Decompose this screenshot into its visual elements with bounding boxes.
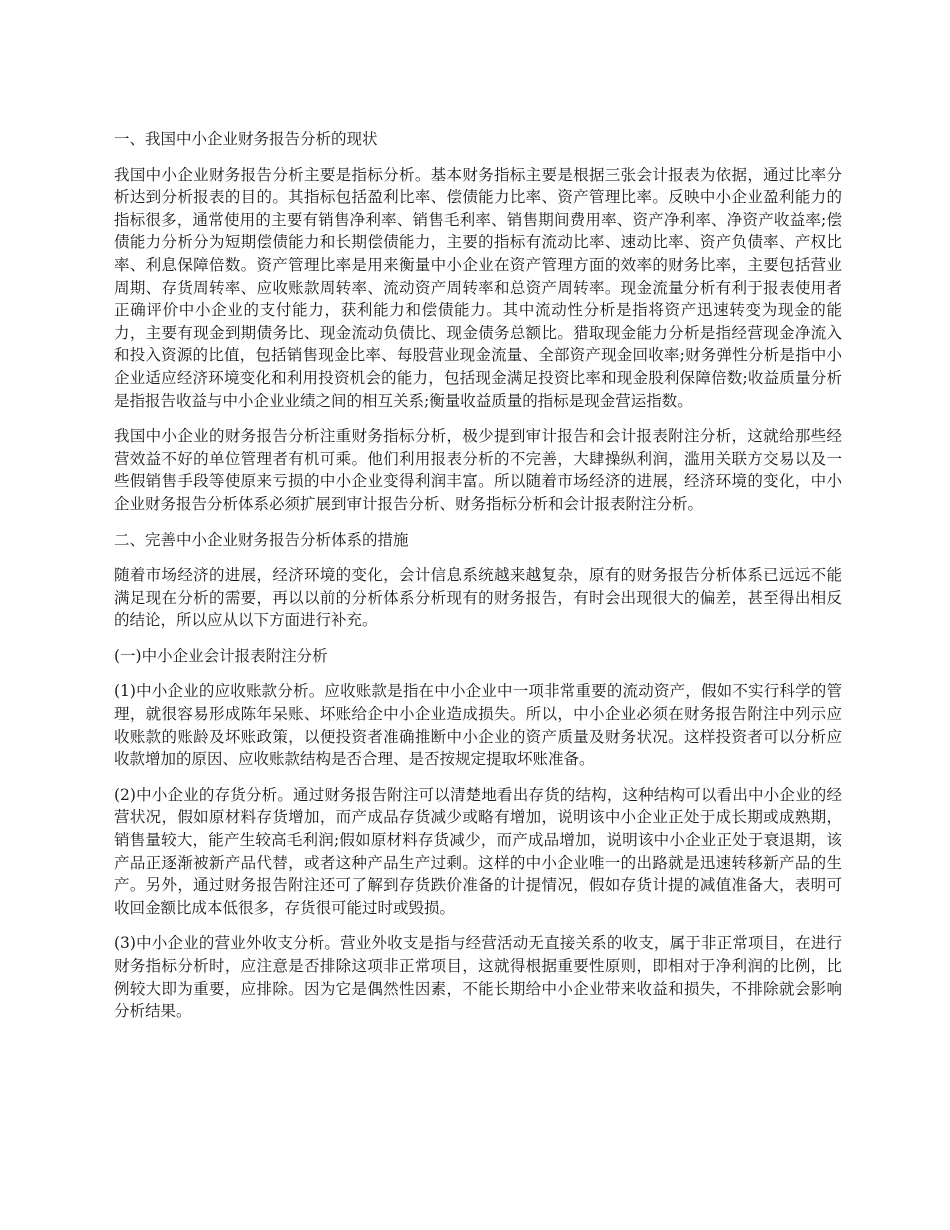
- paragraph-indicator-analysis: 我国中小企业财务报告分析主要是指标分析。基本财务指标主要是根据三张会计报表为依据，通过比率分析达到分析报表的目的。其指标包括盈利比率、偿债能力比率、资产管理比率。反映中小企业盈利能力的指标很多，通常使用的主要有销售净利率、销售毛利率、销售期间费用率、资产净利率、净资产收益率;偿债能力分析分为短期偿债能力和长期偿债能力，主要的指标有流动比率、速动比率、资产负债率、产权比率、利息保障倍数。资产管理比率是用来衡量中小企业在资产管理方面的效率的财务比率，主要包括营业周期、存货周转率、应收账款周转率、流动资产周转率和总资产周转率。现金流量分析有利于报表使用者正确评价中小企业的支付能力，获利能力和偿债能力。其中流动性分析是指将资产迅速转变为现金的能力，主要有现金到期债务比、现金流动负债比、现金债务总额比。猎取现金能力分析是指经营现金净流入和投入资源的比值，包括销售现金比率、每股营业现金流量、全部资产现金回收率;财务弹性分析是指中小企业适应经济环境变化和利用投资机会的能力，包括现金满足投资比率和现金股利保障倍数;收益质量分析是指报告收益与中小企业业绩之间的相互关系;衡量收益质量的指标是现金营运指数。: [114, 165, 842, 410]
- subsection-heading-notes: (一)中小企业会计报表附注分析: [114, 646, 328, 665]
- paragraph-receivables: (1)中小企业的应收账款分析。应收账款是指在中小企业中一项非常重要的流动资产，假如不实行科学的管理，就很容易形成陈年呆账、坏账给企中小企业造成损失。所以，中小企业必须在财务报告附注中列示应收账款的账龄及坏账政策，以便投资者准确推断中小企业的资产质量及财务状况。这样投资者可以分析应收款增加的原因、应收账款结构是否合理、是否按规定提取坏账准备。: [114, 682, 842, 769]
- section-heading-1: 一、我国中小企业财务报告分析的现状: [114, 130, 378, 148]
- paragraph-inventory: (2)中小企业的存货分析。通过财务报告附注可以清楚地看出存货的结构，这种结构可以看出中小企业的经营状况，假如原材料存货增加，而产成品存货减少或略有增加，说明该中小企业正处于成长期或成熟期，销售量较大，能产生较高毛利润;假如原材料存货减少，而产成品增加，说明该中小企业正处于衰退期，该产品正逐渐被新产品代替，或者这种产品生产过剩。这样的中小企业唯一的出路就是迅速转移新产品的生产。另外，通过财务报告附注还可了解到存货跌价准备的计提情况，假如存货计提的减值准备大，表明可收回金额比成本低很多，存货很可能过时或毁损。: [114, 785, 842, 917]
- section-heading-2: 二、完善中小企业财务报告分析体系的措施: [114, 530, 409, 549]
- document-body: [114, 128, 842, 1023]
- paragraph-non-operating: (3)中小企业的营业外收支分析。营业外收支是指与经营活动无直接关系的收支，属于非正常项目，在进行财务指标分析时，应注意是否排除这项非正常项目，这就得根据重要性原则，即相对于净利润的比例，比例较大即为重要，应排除。因为它是偶然性因素，不能长期给中小企业带来收益和损失，不排除就会影响分析结果。: [114, 934, 842, 1021]
- paragraph-indicator-focus: 我国中小企业的财务报告分析注重财务指标分析，极少提到审计报告和会计报表附注分析，这就给那些经营效益不好的单位管理者有机可乘。他们利用报表分析的不完善，大肆操纵利润，滥用关联方交易以及一些假销售手段等使原来亏损的中小企业变得利润丰富。所以随着市场经济的进展，经济环境的变化，中小企业财务报告分析体系必须扩展到审计报告分析、财务指标分析和会计报表附注分析。: [114, 427, 842, 513]
- paragraph-market-development: 随着市场经济的进展，经济环境的变化，会计信息系统越来越复杂，原有的财务报告分析体系已远远不能满足现在分析的需要，再以以前的分析体系分析现有的财务报告，有时会出现很大的偏差，甚至得出相反的结论，所以应从以下方面进行补充。: [114, 566, 842, 630]
